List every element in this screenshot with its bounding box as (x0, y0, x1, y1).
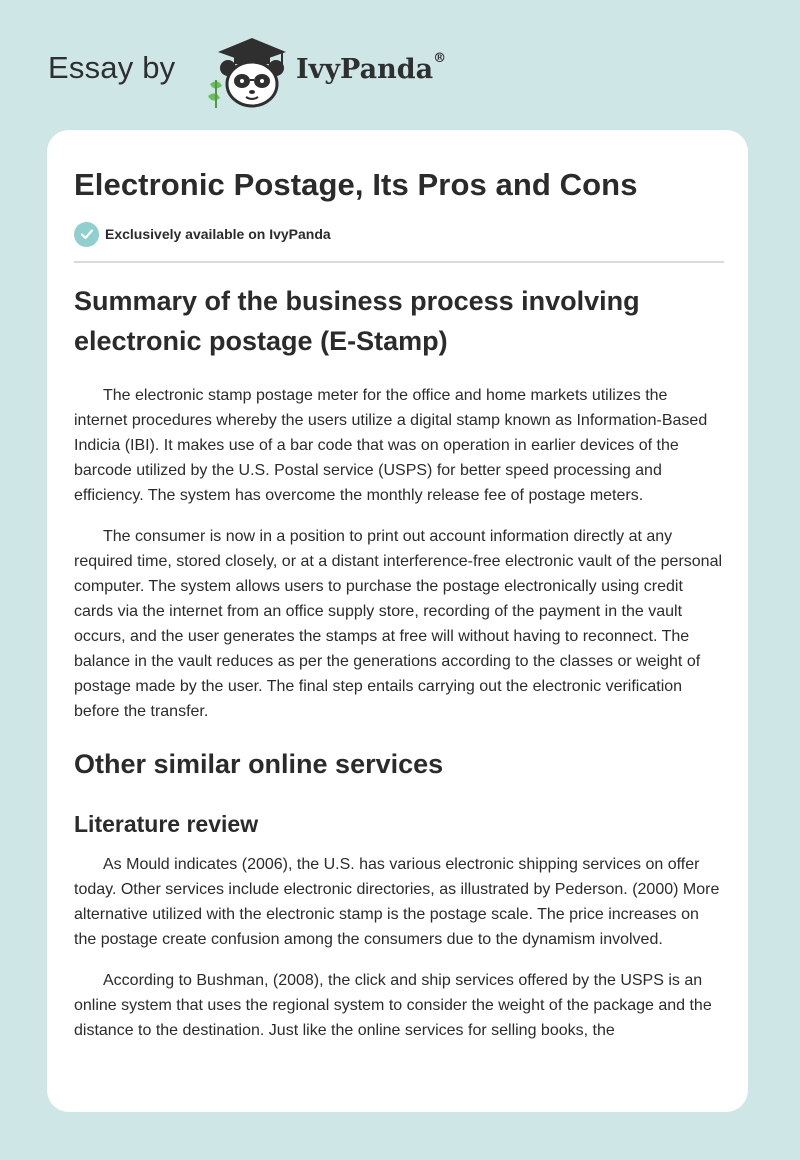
page-title: Electronic Postage, Its Pros and Cons (74, 167, 638, 202)
literature-paragraph-1: As Mould indicates (2006), the U.S. has various electronic shipping services on offer today. Other services include electronic directories, as illustrated by Pederson. (2000) More alternative utilized with the electronic stamp is the postage scale. The price increases on the postage create confusion among the consumers due to the dynamism involved. (74, 856, 720, 948)
other-services-heading: Other similar online services (74, 749, 444, 779)
trademark-symbol: ® (433, 51, 447, 66)
article-card (47, 130, 748, 1112)
essay-by-label: Essay by (48, 50, 176, 85)
divider (74, 261, 724, 263)
brand-name[interactable] (296, 51, 447, 85)
article-body (74, 281, 724, 1043)
brand-label: IvyPanda (296, 54, 434, 85)
ivypanda-logo-icon[interactable] (200, 34, 300, 110)
literature-paragraph-2: According to Bushman, (2008), the click and ship services offered by the USPS is an online system that uses the regional system to consider the weight of the package and the distance to the destination. Just like the online services for selling books, the (74, 972, 712, 1039)
exclusive-badge (74, 221, 331, 247)
checkmark-icon (74, 222, 99, 247)
summary-paragraph-2: The consumer is now in a position to print out account information directly at any required time, stored closely, or at a distant interference-free electronic vault of the personal computer. The system allows users to purchase the postage electronically using credit cards via the internet from an office supply store, recording of the payment in the vault occurs, and the user generates the stamps at free will without having to reconnect. The balance in the vault reduces as per the generations according to the classes or weight of postage made by the user. The final step entails carrying out the electronic verification before the transfer. (74, 528, 723, 720)
summary-heading: Summary of the business process involving electronic postage (E-Stamp) (74, 286, 640, 356)
literature-review-heading: Literature review (74, 811, 259, 837)
summary-paragraph-1: The electronic stamp postage meter for the office and home markets utilizes the internet procedures whereby the users utilize a digital stamp known as Information-Based Indicia (IBI). It makes use of a bar code that was on operation in earlier devices of the barcode utilized by the U.S. Postal service (USPS) for better speed processing and efficiency. The system has overcome the monthly release fee of postage meters. (74, 387, 708, 504)
badge-label: Exclusively available on IvyPanda (105, 226, 331, 242)
site-header (48, 30, 508, 110)
